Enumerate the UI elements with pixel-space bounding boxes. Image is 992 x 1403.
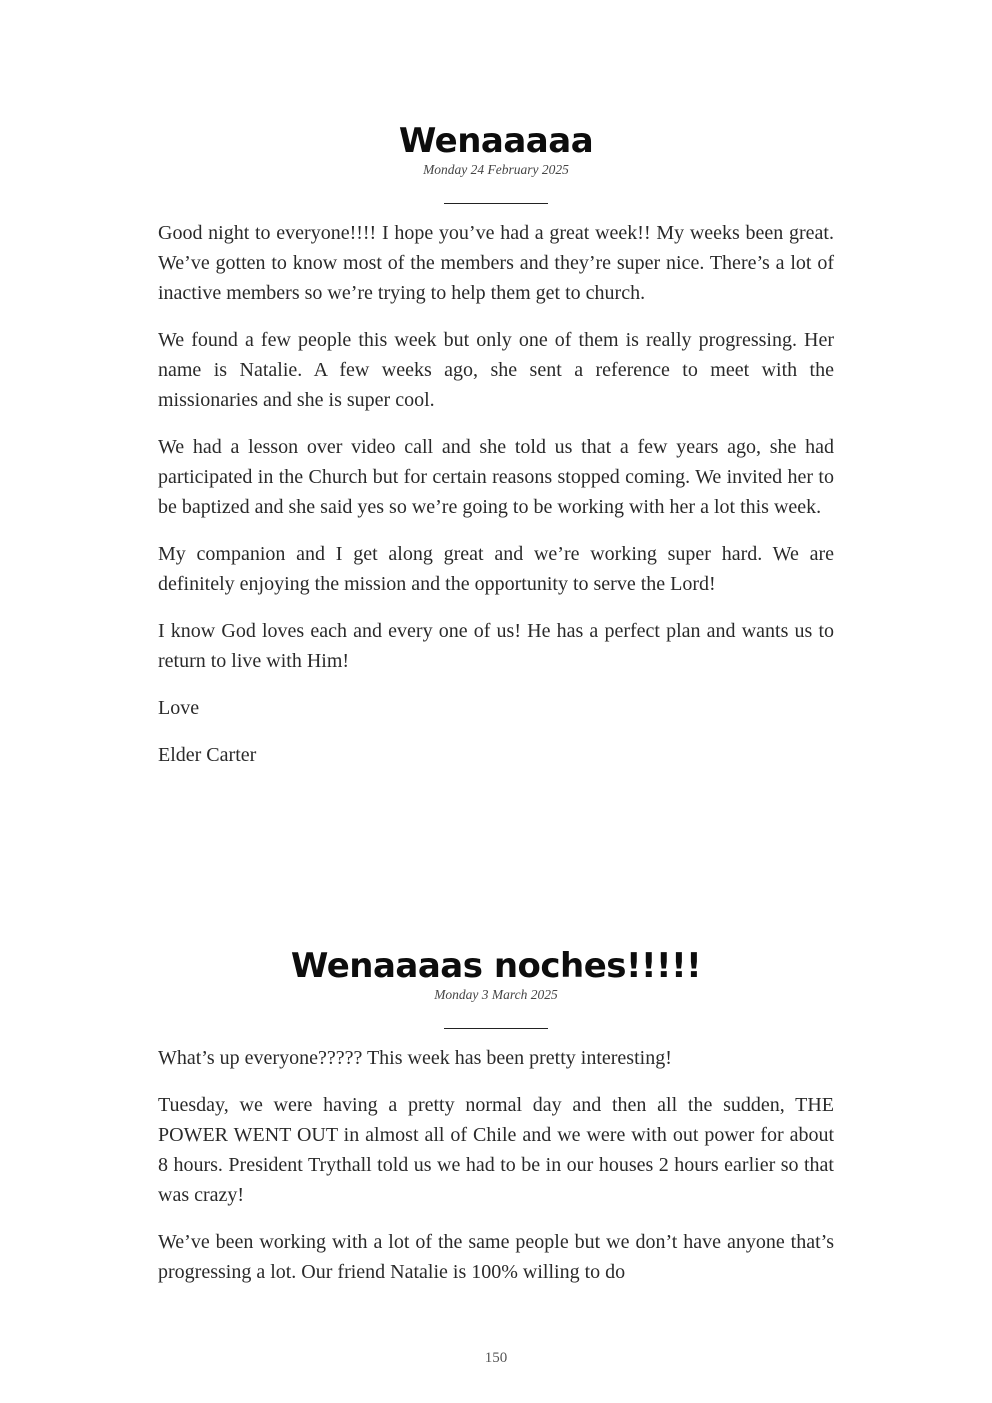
entry-title: Wenaaaas noches!!!!! [290, 946, 702, 986]
divider [444, 1028, 548, 1029]
closing: Love [158, 697, 200, 719]
paragraph: Good night to everyone!!!! I hope you’ve had a great week!! My weeks been great. We’ve gotten to know most of the members and they’re super nice. There’s a lot of inactive members so we’re trying to help them get to church. [158, 222, 834, 304]
entry-1 [158, 121, 834, 787]
entry-date: Monday 3 March 2025 [434, 987, 558, 1002]
entry-title: Wenaaaaa [398, 121, 594, 161]
paragraph: We found a few people this week but only one of them is really progressing. Her name is Natalie. A few weeks ago, she sent a reference to meet with the missionaries and she is super cool. [158, 329, 834, 411]
signature: Elder Carter [158, 744, 257, 766]
paragraph: I know God loves each and every one of us! He has a perfect plan and wants us to return to live with Him! [158, 620, 834, 672]
paragraph: My companion and I get along great and we’re working super hard. We are definitely enjoying the mission and the opportunity to serve the Lord! [158, 543, 834, 595]
paragraph: Tuesday, we were having a pretty normal day and then all the sudden, THE POWER WENT OUT in almost all of Chile and we were with out power for about 8 hours. President Trythall told us we had to be in our houses 2 hours earlier so that was crazy! [158, 1094, 834, 1206]
entry-date: Monday 24 February 2025 [423, 162, 569, 177]
paragraph: We had a lesson over video call and she told us that a few years ago, she had participated in the Church but for certain reasons stopped coming. We invited her to be baptized and she said yes so we’re going to be working with her a lot this week. [158, 436, 834, 518]
divider [444, 203, 548, 204]
page-number: 150 [484, 1350, 508, 1366]
entry-2 [158, 946, 834, 1304]
paragraph: We’ve been working with a lot of the same people but we don’t have anyone that’s progressing a lot. Our friend Natalie is 100% willing to do [158, 1231, 834, 1283]
paragraph: What’s up everyone????? This week has been pretty interesting! [158, 1047, 672, 1069]
